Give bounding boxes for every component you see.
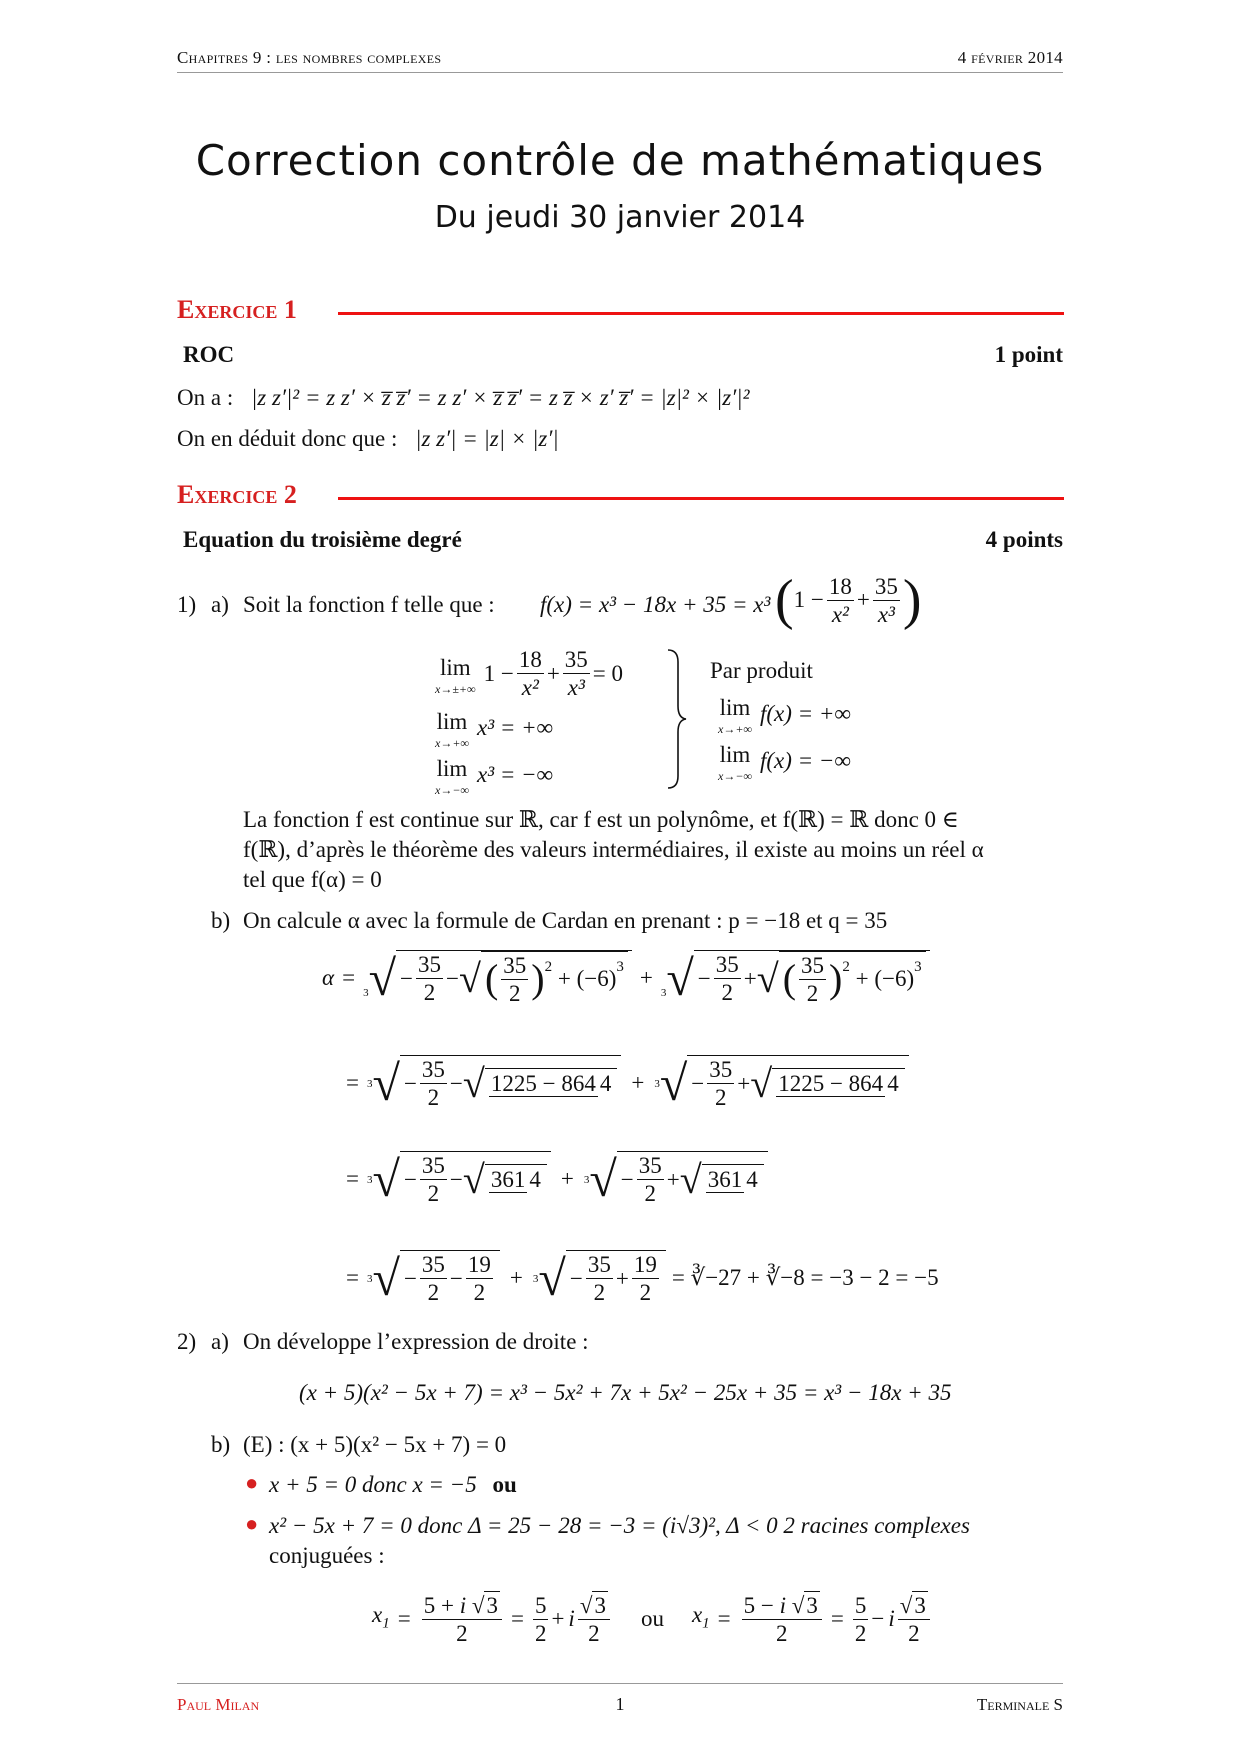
res-sub-1: x→+∞ xyxy=(718,722,752,736)
complex-roots: $x_1$ = $\frac{5 + i √3}{2}$ = $\frac{5}{2}$ + i $\frac{√3}{2}$ ou $x_1$ = $\frac{5 - i √3}{2}$ = $\frac{5}{2}$ − i $\frac{√3}{2}$ xyxy=(372,1591,933,1647)
lim-sub-1: x→±+∞ xyxy=(435,681,476,696)
page-title: Correction contrôle de mathématiques xyxy=(195,136,1045,185)
lim-word-2: lim xyxy=(436,709,468,734)
res2: f(x) = −∞ xyxy=(759,748,851,773)
footer-page-number: 1 xyxy=(615,1694,625,1714)
par-produit: Par produit xyxy=(710,658,813,683)
result-limit-1 xyxy=(718,693,851,735)
header-right: 4 février 2014 xyxy=(957,48,1063,67)
lim-sub-2: x→+∞ xyxy=(435,736,469,750)
header-left: Chapitres 9 : les nombres complexes xyxy=(177,48,442,67)
exercise-1-points: 1 point xyxy=(994,342,1063,367)
q2b-text: (E) : (x + 5)(x² − 5x + 7) = 0 xyxy=(243,1432,507,1457)
bullet-2-line-1: x² − 5x + 7 = 0 donc Δ = 25 − 28 = −3 = (i√3)², Δ < 0 2 racines complexes xyxy=(269,1513,970,1538)
cardan-line-1: α = 3 √ − $\frac{35}{2}$ − √ ( $\frac{35}{2}$ ) $^2$ + (−6) 3 + 3 √ − $\frac{35}{2}$ + √ ( $\frac{35}{2}$ ) $^2$ + (−6) 3 xyxy=(322,948,930,1008)
ex1-line-2 xyxy=(177,424,559,454)
lim1-tail: = 0 xyxy=(592,660,624,686)
q1-number: 1) xyxy=(177,592,197,617)
lim-word-3: lim xyxy=(436,756,468,781)
ex1-line1-equation: |z z′|² = z z′ × z̅ z̅′ = z z′ × z̅ z̅′ = z z̅ × z′ z̅′ = |z|² × |z′|² xyxy=(250,385,750,410)
result-limit-2 xyxy=(718,740,851,782)
q1a-text: Soit la fonction f telle que : xyxy=(243,592,495,617)
q1a-equation-left: f(x) = x³ − 18x + 35 = x³ xyxy=(540,592,771,617)
cardan-line-2: = 3 √ − $\frac{35}{2}$ − √ 1225 − 864 4 + 3 √ − $\frac{35}{2}$ + √ 1225 − 864 4 xyxy=(346,1055,909,1111)
q1a-factored-bracket: ( 1 − $\frac{18}{\text{x²}}$ + $\frac{35}{\text{x³}}$ ) xyxy=(775,569,922,631)
footer-author: Paul Milan xyxy=(177,1695,260,1714)
continuity-line-2: f(ℝ), d’après le théorème des valeurs intermédiaires, il existe au moins un réel α xyxy=(243,837,984,862)
q1b-letter: b) xyxy=(211,908,231,933)
q2a-text: On développe l’expression de droite : xyxy=(243,1329,589,1354)
exercise-2-heading: Equation du troisième degré xyxy=(183,527,462,552)
continuity-line-3: tel que f(α) = 0 xyxy=(243,867,382,892)
limit-2 xyxy=(435,707,553,749)
lim-word-1: lim xyxy=(439,654,471,680)
lim3-expr: x³ = −∞ xyxy=(476,762,554,787)
exercise-1-rule xyxy=(338,312,1064,315)
lim-sub-3: x→−∞ xyxy=(435,783,469,797)
res1: f(x) = +∞ xyxy=(759,701,851,726)
lim2-expr: x³ = +∞ xyxy=(476,715,554,740)
bullet-2-icon: ● xyxy=(245,1511,259,1536)
q2-number: 2) xyxy=(177,1329,197,1354)
bullet-1-text: x + 5 = 0 donc x = −5 xyxy=(269,1472,477,1497)
lim-word-4: lim xyxy=(719,695,751,720)
limit-3 xyxy=(435,754,553,796)
bullet-2-line-2: conjuguées : xyxy=(269,1543,385,1568)
q2a-letter: a) xyxy=(211,1329,229,1354)
bullet-1-icon: ● xyxy=(245,1470,259,1495)
ex1-line-1 xyxy=(177,383,749,413)
footer-rule xyxy=(177,1683,1063,1684)
limit-1: lim x→±+∞ 1 − $\frac{18}{\text{x²}}$ + $\frac{35}{\text{x³}}$ = 0 xyxy=(435,647,624,700)
bullet-1-ou: ou xyxy=(492,1472,517,1497)
ex1-line2-equation: |z z′| = |z| × |z′| xyxy=(415,426,559,451)
cardan-final-result: = ∛−27 + ∛−8 = −3 − 2 = −5 xyxy=(671,1265,939,1290)
exercise-1-label: Exercice 1 xyxy=(177,295,297,324)
page-subtitle: Du jeudi 30 janvier 2014 xyxy=(434,200,806,235)
footer-class: Terminale S xyxy=(976,1695,1063,1714)
header-rule xyxy=(177,72,1063,73)
exercise-2-rule xyxy=(338,497,1064,500)
limits-brace xyxy=(664,648,688,790)
q2a-equation: (x + 5)(x² − 5x + 7) = x³ − 5x² + 7x + 5x² − 25x + 35 = x³ − 18x + 35 xyxy=(299,1380,952,1405)
bullet-1 xyxy=(269,1470,517,1500)
res-sub-2: x→−∞ xyxy=(718,769,752,783)
exercise-2-label: Exercice 2 xyxy=(177,480,297,509)
continuity-line-1: La fonction f est continue sur ℝ, car f est un polynôme, et f(ℝ) = ℝ donc 0 ∈ xyxy=(243,807,959,832)
ex1-line1-prefix: On a : xyxy=(177,385,234,410)
q2b-letter: b) xyxy=(211,1432,231,1457)
q1b-text: On calcule α avec la formule de Cardan en prenant : p = −18 et q = 35 xyxy=(243,908,888,933)
exercise-2-points: 4 points xyxy=(985,527,1063,552)
roots-ou: ou xyxy=(640,1606,664,1631)
exercise-1-heading: ROC xyxy=(183,342,235,367)
cardan-line-4: = 3 √ − $\frac{35}{2}$ − $\frac{19}{2}$ + 3 √ − $\frac{35}{2}$ + $\frac{19}{2}$ = ∛−27 + ∛−8 = −3 − 2 = −5 xyxy=(346,1250,939,1306)
ex1-line2-prefix: On en déduit donc que : xyxy=(177,426,398,451)
lim-word-5: lim xyxy=(719,742,751,767)
q1a-letter: a) xyxy=(211,592,229,617)
cardan-line-3: = 3 √ − $\frac{35}{2}$ − √ 361 4 + 3 √ − $\frac{35}{2}$ + √ 361 4 xyxy=(346,1151,768,1207)
